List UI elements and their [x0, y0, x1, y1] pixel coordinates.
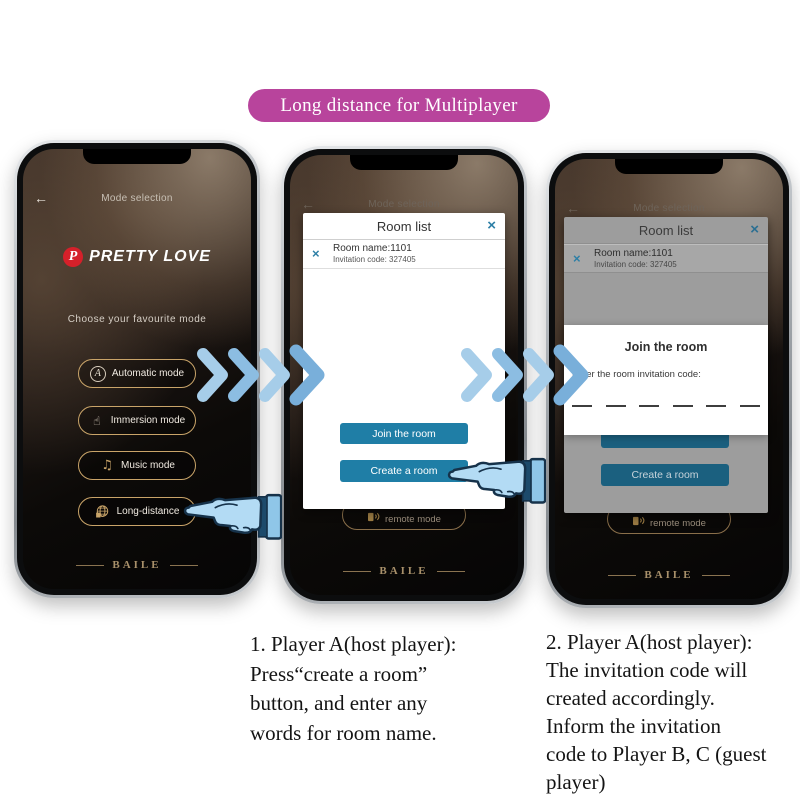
join-room-label: Join the room	[372, 427, 436, 440]
footer-line	[608, 575, 636, 576]
banner-pill	[248, 89, 550, 122]
room-list-title: Room list	[303, 213, 505, 240]
caption-line: 2. Player A(host player):	[546, 630, 753, 654]
phone-notch	[83, 149, 191, 164]
caption-line: player)	[546, 770, 606, 794]
caption-line: Inform the invitation	[546, 714, 721, 738]
pretty-love-logo	[23, 247, 251, 267]
automatic-mode-button[interactable]	[78, 359, 196, 388]
caption-line: button, and enter any	[250, 691, 428, 715]
phone-1-header	[23, 190, 251, 209]
remote-mode-icon	[367, 511, 380, 525]
footer-line	[437, 571, 465, 572]
caption-line: created accordingly.	[546, 686, 715, 710]
footer-line	[702, 575, 730, 576]
invitation-code-prompt: Enter the room invitation code:	[572, 369, 701, 380]
code-slot	[606, 405, 626, 407]
baile-footer	[555, 569, 783, 581]
remote-mode-label: remote mode	[385, 514, 441, 525]
room-name: Room name:1101	[333, 243, 412, 254]
invitation-code: Invitation code: 327405	[594, 260, 677, 269]
code-slot	[706, 405, 726, 407]
immersion-mode-button[interactable]	[78, 406, 196, 435]
close-x-icon[interactable]: ×	[312, 246, 320, 261]
baile-text: BAILE	[112, 559, 162, 571]
mode-label: Music mode	[121, 460, 175, 471]
room-list-title: Room list	[564, 217, 768, 244]
logo-p-icon: P	[63, 247, 83, 267]
pointer-hand-icon	[446, 450, 546, 510]
caption-step-2	[546, 628, 800, 796]
code-slot	[639, 405, 659, 407]
flow-arrows-2	[460, 344, 592, 406]
back-arrow-icon[interactable]: ←	[566, 200, 580, 216]
back-arrow-icon[interactable]: ←	[34, 190, 48, 206]
join-room-modal	[564, 325, 768, 435]
music-mode-button[interactable]	[78, 451, 196, 480]
mode-label: Long-distance	[116, 506, 180, 517]
music-notes-icon: ♫	[101, 458, 113, 473]
back-arrow-icon[interactable]: ←	[301, 196, 315, 212]
create-room-label: Create a room	[631, 469, 699, 481]
close-x-icon[interactable]: ×	[750, 221, 759, 238]
banner-label: Long distance for Multiplayer	[280, 94, 518, 116]
code-slot	[673, 405, 693, 407]
baile-footer	[290, 565, 518, 577]
room-list-dialog-dimmed	[564, 217, 768, 513]
create-room-button[interactable]	[601, 464, 729, 486]
caption-line: words for room name.	[250, 720, 437, 745]
remote-mode-icon	[632, 515, 645, 529]
room-list-item[interactable]	[564, 244, 768, 273]
tap-hand-icon: ☝	[93, 413, 101, 428]
header-title: Mode selection	[368, 199, 440, 210]
mode-label: Immersion mode	[110, 415, 186, 426]
phone-notch	[350, 155, 458, 170]
pointer-hand-icon	[182, 486, 282, 546]
room-list-item[interactable]	[303, 240, 505, 269]
baile-footer	[23, 559, 251, 571]
caption-line: The invitation code will	[546, 658, 748, 682]
phone-notch	[615, 159, 723, 174]
code-input[interactable]	[572, 405, 760, 407]
invitation-code: Invitation code: 327405	[333, 255, 416, 264]
close-x-icon[interactable]: ×	[573, 251, 581, 266]
caption-line: Press“create a room”	[250, 661, 428, 686]
footer-line	[170, 565, 198, 566]
globe-icon	[95, 504, 111, 520]
remote-mode-label: remote mode	[650, 518, 706, 529]
caption-step-1	[250, 630, 550, 748]
choose-mode-subtitle: Choose your favourite mode	[67, 314, 207, 325]
footer-line	[76, 565, 104, 566]
flow-arrows-1	[196, 344, 328, 406]
logo-brand-text: PRETTY LOVE	[89, 248, 211, 265]
header-title: Mode selection	[101, 193, 173, 204]
caption-line: code to Player B, C (guest	[546, 742, 767, 766]
join-room-modal-title: Join the room	[624, 340, 708, 354]
footer-line	[343, 571, 371, 572]
mode-label: Automatic mode	[111, 368, 185, 379]
header-title: Mode selection	[633, 203, 705, 214]
create-room-label: Create a room	[370, 465, 438, 477]
automatic-a-icon: A	[90, 366, 106, 382]
room-name: Room name:1101	[594, 248, 673, 259]
code-slot	[740, 405, 760, 407]
baile-text: BAILE	[379, 565, 429, 577]
caption-line: 1. Player A(host player):	[250, 632, 457, 656]
baile-text: BAILE	[644, 569, 694, 581]
close-x-icon[interactable]: ×	[487, 217, 496, 234]
long-distance-button[interactable]	[78, 497, 196, 526]
join-room-button[interactable]	[340, 423, 468, 444]
